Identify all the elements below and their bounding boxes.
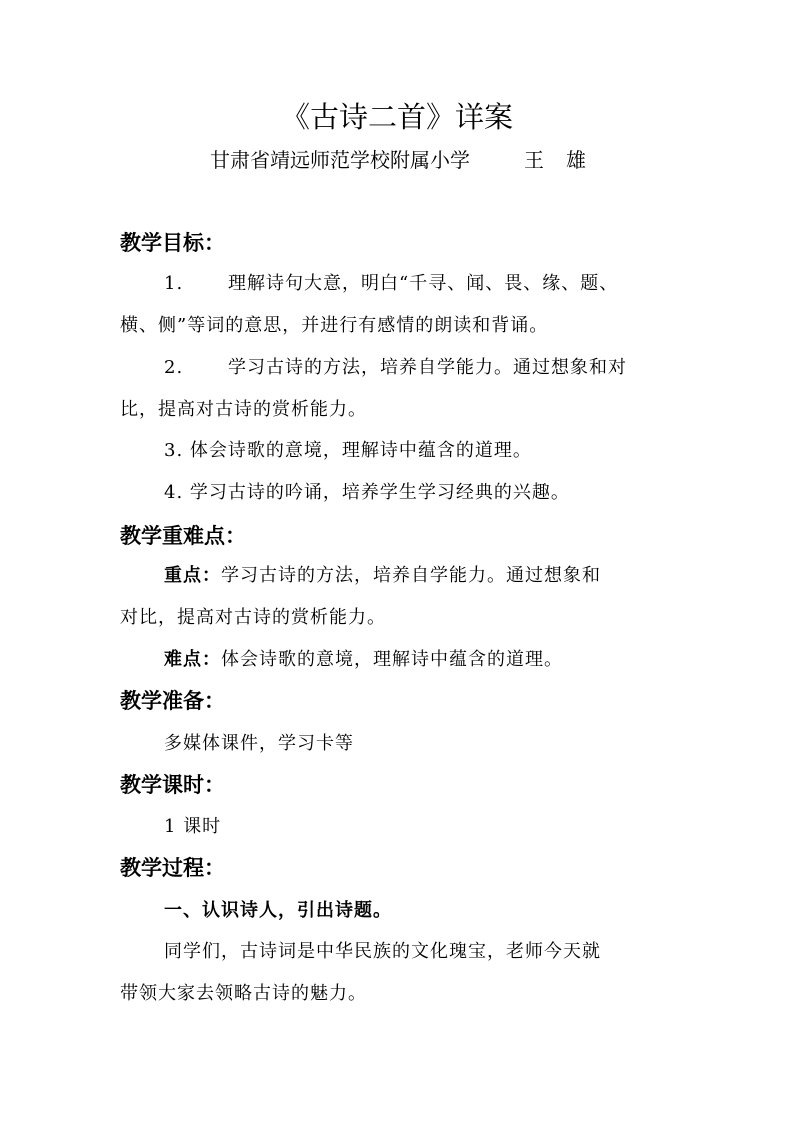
key-point-line-2: 对比，提高对古诗的赏析能力。: [120, 607, 386, 628]
difficult-point-label: 难点：: [164, 649, 221, 670]
objectives-heading: 教学目标：: [120, 231, 225, 255]
document-title: 《古诗二首》详案: [280, 100, 513, 134]
process-heading: 教学过程：: [120, 856, 225, 880]
objective-1-number: 1.: [164, 273, 184, 294]
preparation-heading: 教学准备：: [120, 689, 225, 713]
objective-4: 4. 学习古诗的吟诵，培养学生学习经典的兴趣。: [164, 482, 570, 503]
objective-1-line-1: 理解诗句大意，明白“千寻、闻、畏、缘、题、: [228, 273, 619, 294]
hours-text: 1 课时: [164, 816, 222, 837]
objective-2-line-2: 比，提高对古诗的赏析能力。: [120, 399, 367, 420]
objective-2-line-1: 学习古诗的方法，培养自学能力。通过想象和对: [228, 357, 627, 378]
hours-heading: 教学课时：: [120, 773, 225, 797]
preparation-text: 多媒体课件，学习卡等: [164, 733, 354, 754]
objective-3: 3. 体会诗歌的意境，理解诗中蕴含的道理。: [164, 440, 532, 461]
process-step-1-title: 一、认识诗人，引出诗题。: [164, 900, 392, 921]
key-point-label: 重点：: [164, 565, 221, 586]
key-points-heading: 教学重难点：: [120, 524, 246, 548]
objective-2-number: 2.: [164, 357, 184, 378]
difficult-point-text: 体会诗歌的意境，理解诗中蕴含的道理。: [221, 649, 563, 670]
difficult-point-line: [164, 646, 563, 674]
author-name: 王雄: [524, 148, 608, 172]
process-step-1-line-1: 同学们，古诗词是中华民族的文化瑰宝，老师今天就: [164, 941, 601, 962]
school-name: 甘肃省靖远师范学校附属小学: [210, 148, 470, 172]
key-point-text: 学习古诗的方法，培养自学能力。通过想象和: [221, 565, 601, 586]
objective-1-line-2: 横、侧”等词的意思，并进行有感情的朗读和背诵。: [120, 315, 549, 336]
key-point-line-1: [164, 562, 601, 590]
process-step-1-line-2: 带领大家去领略古诗的魅力。: [120, 983, 367, 1004]
